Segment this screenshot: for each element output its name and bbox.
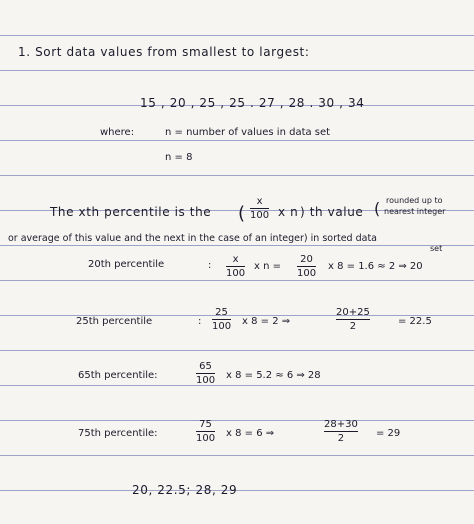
- n-value: n = 8: [165, 152, 193, 163]
- p25-colon: :: [198, 316, 202, 327]
- sorted-values: 15 , 20 , 25 , 25 . 27 , 28 . 30 , 34: [140, 96, 365, 110]
- rule-open-paren: (: [238, 203, 246, 224]
- rule-xn: x n: [278, 205, 299, 219]
- p75-fraction-2: [324, 419, 358, 444]
- p75-label: 75th percentile:: [78, 428, 158, 439]
- p20-rest: x 8 = 1.6 ≈ 2 ⇒ 20: [328, 261, 423, 272]
- p20-f2-num: 20: [300, 254, 313, 265]
- p65-f1-den: 100: [196, 375, 216, 386]
- p20-colon: :: [208, 260, 212, 271]
- p20-f1-num: x: [232, 254, 239, 265]
- p25-rest: = 22.5: [398, 316, 432, 327]
- p65-f1-num: 65: [199, 361, 212, 372]
- p75-rest: = 29: [376, 428, 401, 439]
- rule-after: ) th value: [300, 205, 364, 219]
- rule-paren-open: (: [374, 199, 381, 218]
- rule-fraction-den: 100: [250, 210, 270, 221]
- p20-mid: x n =: [254, 261, 281, 272]
- p20-f2-den: 100: [297, 268, 317, 279]
- p75-f2-num: 28+30: [324, 419, 358, 430]
- rule-line-2-set: set: [430, 244, 443, 253]
- p20-f1-den: 100: [226, 268, 246, 279]
- p20-fraction-1: [226, 254, 245, 279]
- p65-label: 65th percentile:: [78, 370, 158, 381]
- rule-note-1: rounded up to: [386, 196, 443, 205]
- p25-f2-den: 2: [349, 321, 357, 332]
- p75-mid: x 8 = 6 ⇒: [226, 428, 275, 439]
- p65-fraction-1: [196, 361, 215, 386]
- p25-fraction-2: [336, 307, 370, 332]
- p25-mid: x 8 = 2 ⇒: [242, 316, 291, 327]
- rule-note-2: nearest integer: [384, 207, 446, 216]
- p75-f1-num: 75: [199, 419, 212, 430]
- p75-f2-den: 2: [337, 433, 345, 444]
- p75-f1-den: 100: [196, 433, 216, 444]
- where-label: where:: [100, 127, 135, 138]
- rule-fraction: [250, 196, 269, 221]
- p25-label: 25th percentile: [76, 316, 153, 327]
- rule-line-2: or average of this value and the next in the case of an integer) in sorted data: [8, 233, 378, 244]
- p25-fraction-1: [212, 307, 231, 332]
- p25-f1-den: 100: [212, 321, 232, 332]
- final-answer: 20, 22.5; 28, 29: [132, 483, 238, 497]
- rule-prefix: The xth percentile is the: [50, 205, 212, 219]
- p25-f2-num: 20+25: [336, 307, 370, 318]
- rule-fraction-num: x: [256, 196, 263, 207]
- p20-fraction-2: [297, 254, 316, 279]
- heading: 1. Sort data values from smallest to largest:: [18, 45, 310, 59]
- p20-label: 20th percentile: [88, 259, 165, 270]
- p25-f1-num: 25: [215, 307, 228, 318]
- p75-fraction-1: [196, 419, 215, 444]
- n-definition: n = number of values in data set: [165, 127, 331, 138]
- p65-rest: x 8 = 5.2 ≈ 6 ⇒ 28: [226, 370, 321, 381]
